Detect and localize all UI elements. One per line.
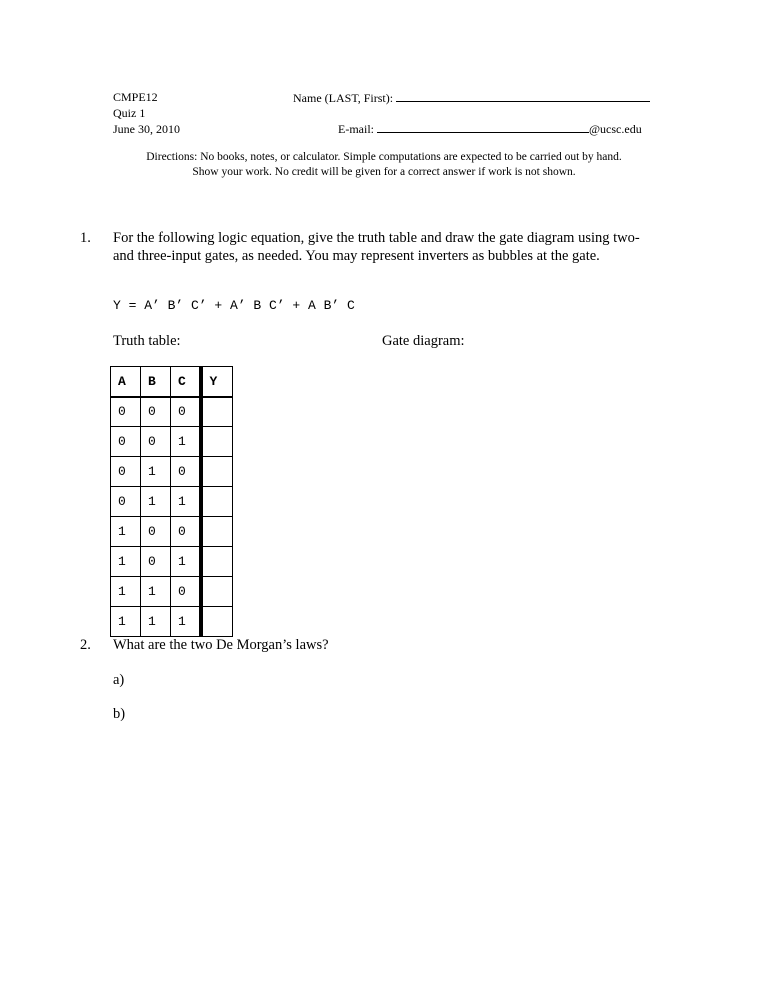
quiz-title: Quiz 1 <box>113 106 146 120</box>
cell-c: 1 <box>171 547 201 577</box>
course-code: CMPE12 <box>113 90 158 104</box>
gate-diagram-label: Gate diagram: <box>382 333 465 349</box>
table-row <box>111 457 233 487</box>
directions <box>110 150 658 180</box>
quiz-date: June 30, 2010 <box>113 122 180 136</box>
cell-a: 1 <box>111 607 141 637</box>
cell-a: 0 <box>111 457 141 487</box>
directions-line-2: Show your work. No credit will be given for a correct answer if work is not shown. <box>192 166 576 178</box>
answer-part-b: b) <box>113 706 126 722</box>
cell-y-answer[interactable] <box>201 577 233 607</box>
cell-c: 0 <box>171 577 201 607</box>
truth-table-header-row <box>111 367 233 397</box>
logic-equation: Y = A’ B’ C’ + A’ B C’ + A B’ C <box>113 298 355 313</box>
cell-a: 0 <box>111 427 141 457</box>
question-1-number: 1. <box>80 230 91 246</box>
table-row <box>111 397 233 427</box>
table-row <box>111 547 233 577</box>
email-suffix: @ucsc.edu <box>589 122 642 136</box>
table-row <box>111 427 233 457</box>
name-field[interactable] <box>396 89 650 102</box>
cell-y-answer[interactable] <box>201 547 233 577</box>
cell-b: 1 <box>141 607 171 637</box>
cell-b: 0 <box>141 427 171 457</box>
directions-line-1: Directions: No books, notes, or calculator. Simple computations are expected to be carried out by hand. <box>146 151 622 163</box>
question-1-text: For the following logic equation, give the truth table and draw the gate diagram using two- and three-input gates, as needed. You may represent inverters as bubbles at the gate. <box>113 230 640 264</box>
cell-y-answer[interactable] <box>201 427 233 457</box>
table-row <box>111 487 233 517</box>
cell-b: 1 <box>141 487 171 517</box>
cell-a: 1 <box>111 517 141 547</box>
cell-c: 1 <box>171 427 201 457</box>
cell-a: 0 <box>111 487 141 517</box>
cell-c: 0 <box>171 457 201 487</box>
email-line <box>338 120 642 137</box>
cell-y-answer[interactable] <box>201 457 233 487</box>
cell-c: 0 <box>171 397 201 427</box>
table-row <box>111 607 233 637</box>
name-label: Name (LAST, First): <box>293 91 394 105</box>
table-row <box>111 577 233 607</box>
cell-b: 1 <box>141 457 171 487</box>
cell-b: 1 <box>141 577 171 607</box>
cell-c: 1 <box>171 607 201 637</box>
cell-b: 0 <box>141 397 171 427</box>
table-row <box>111 517 233 547</box>
truth-table-label: Truth table: <box>113 333 181 349</box>
cell-c: 0 <box>171 517 201 547</box>
cell-c: 1 <box>171 487 201 517</box>
email-label: E-mail: <box>338 122 374 136</box>
cell-a: 0 <box>111 397 141 427</box>
question-2-text: What are the two De Morgan’s laws? <box>113 637 329 653</box>
cell-a: 1 <box>111 547 141 577</box>
header-b: B <box>141 367 171 397</box>
header-y: Y <box>201 367 233 397</box>
cell-y-answer[interactable] <box>201 487 233 517</box>
header-a: A <box>111 367 141 397</box>
cell-y-answer[interactable] <box>201 397 233 427</box>
question-2-number: 2. <box>80 637 91 653</box>
cell-y-answer[interactable] <box>201 607 233 637</box>
course-info <box>113 89 180 137</box>
cell-y-answer[interactable] <box>201 517 233 547</box>
header-c: C <box>171 367 201 397</box>
truth-table <box>110 366 233 637</box>
cell-a: 1 <box>111 577 141 607</box>
cell-b: 0 <box>141 517 171 547</box>
cell-b: 0 <box>141 547 171 577</box>
email-field[interactable] <box>377 120 589 133</box>
answer-part-a: a) <box>113 672 125 688</box>
name-line <box>293 89 650 106</box>
